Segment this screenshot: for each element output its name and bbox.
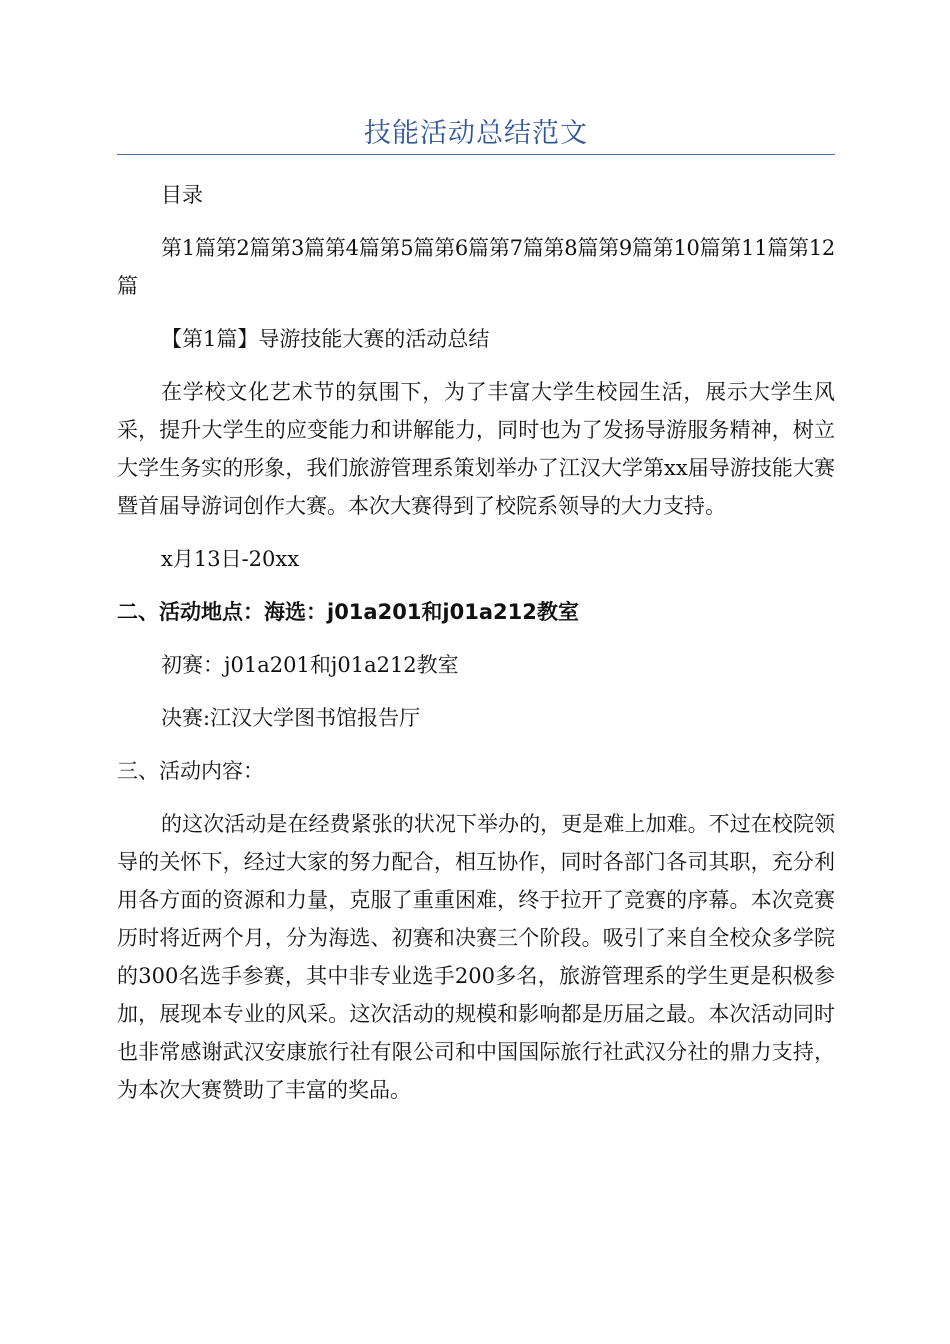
section-heading-article-1: 【第1篇】导游技能大赛的活动总结 xyxy=(161,327,490,351)
heading-activity-content: 三、活动内容： xyxy=(117,759,264,783)
toc-list: 第1篇第2篇第3篇第4篇第5篇第6篇第7篇第8篇第9篇第10篇第11篇第12篇 xyxy=(117,236,835,298)
title-underline xyxy=(117,154,835,155)
document-title: 技能活动总结范文 xyxy=(364,118,588,149)
document-body xyxy=(117,176,835,1124)
paragraph-final-venue: 决赛:江汉大学图书馆报告厅 xyxy=(161,706,421,730)
paragraph-date: x月13日-20xx xyxy=(161,547,300,571)
paragraph-activity-description: 的这次活动是在经费紧张的状况下举办的，更是难上加难。不过在校院领导的关怀下，经过大家的努力配合，相互协作，同时各部门各司其职，充分利用各方面的资源和力量，克服了重重困难，终于拉开了竞赛的序幕。本次竞赛历时将近两个月，分为海选、初赛和决赛三个阶段。吸引了来自全校众多学院的300名选手参赛，其中非专业选手200多名，旅游管理系的学生更是积极参加，展现本专业的风采。这次活动的规模和影响都是历届之最。本次活动同时也非常感谢武汉安康旅行社有限公司和中国国际旅行社武汉分社的鼎力支持，为本次大赛赞助了丰富的奖品。 xyxy=(117,812,835,1102)
toc-heading: 目录 xyxy=(161,183,203,207)
paragraph-intro: 在学校文化艺术节的氛围下，为了丰富大学生校园生活，展示大学生风采，提升大学生的应变能力和讲解能力，同时也为了发扬导游服务精神，树立大学生务实的形象，我们旅游管理系策划举办了江汉大学第xx届导游技能大赛暨首届导游词创作大赛。本次大赛得到了校院系领导的大力支持。 xyxy=(117,380,835,518)
heading-activity-location: 二、活动地点：海选：j01a201和j01a212教室 xyxy=(117,600,579,624)
paragraph-preliminary-venue: 初赛：j01a201和j01a212教室 xyxy=(161,653,459,677)
